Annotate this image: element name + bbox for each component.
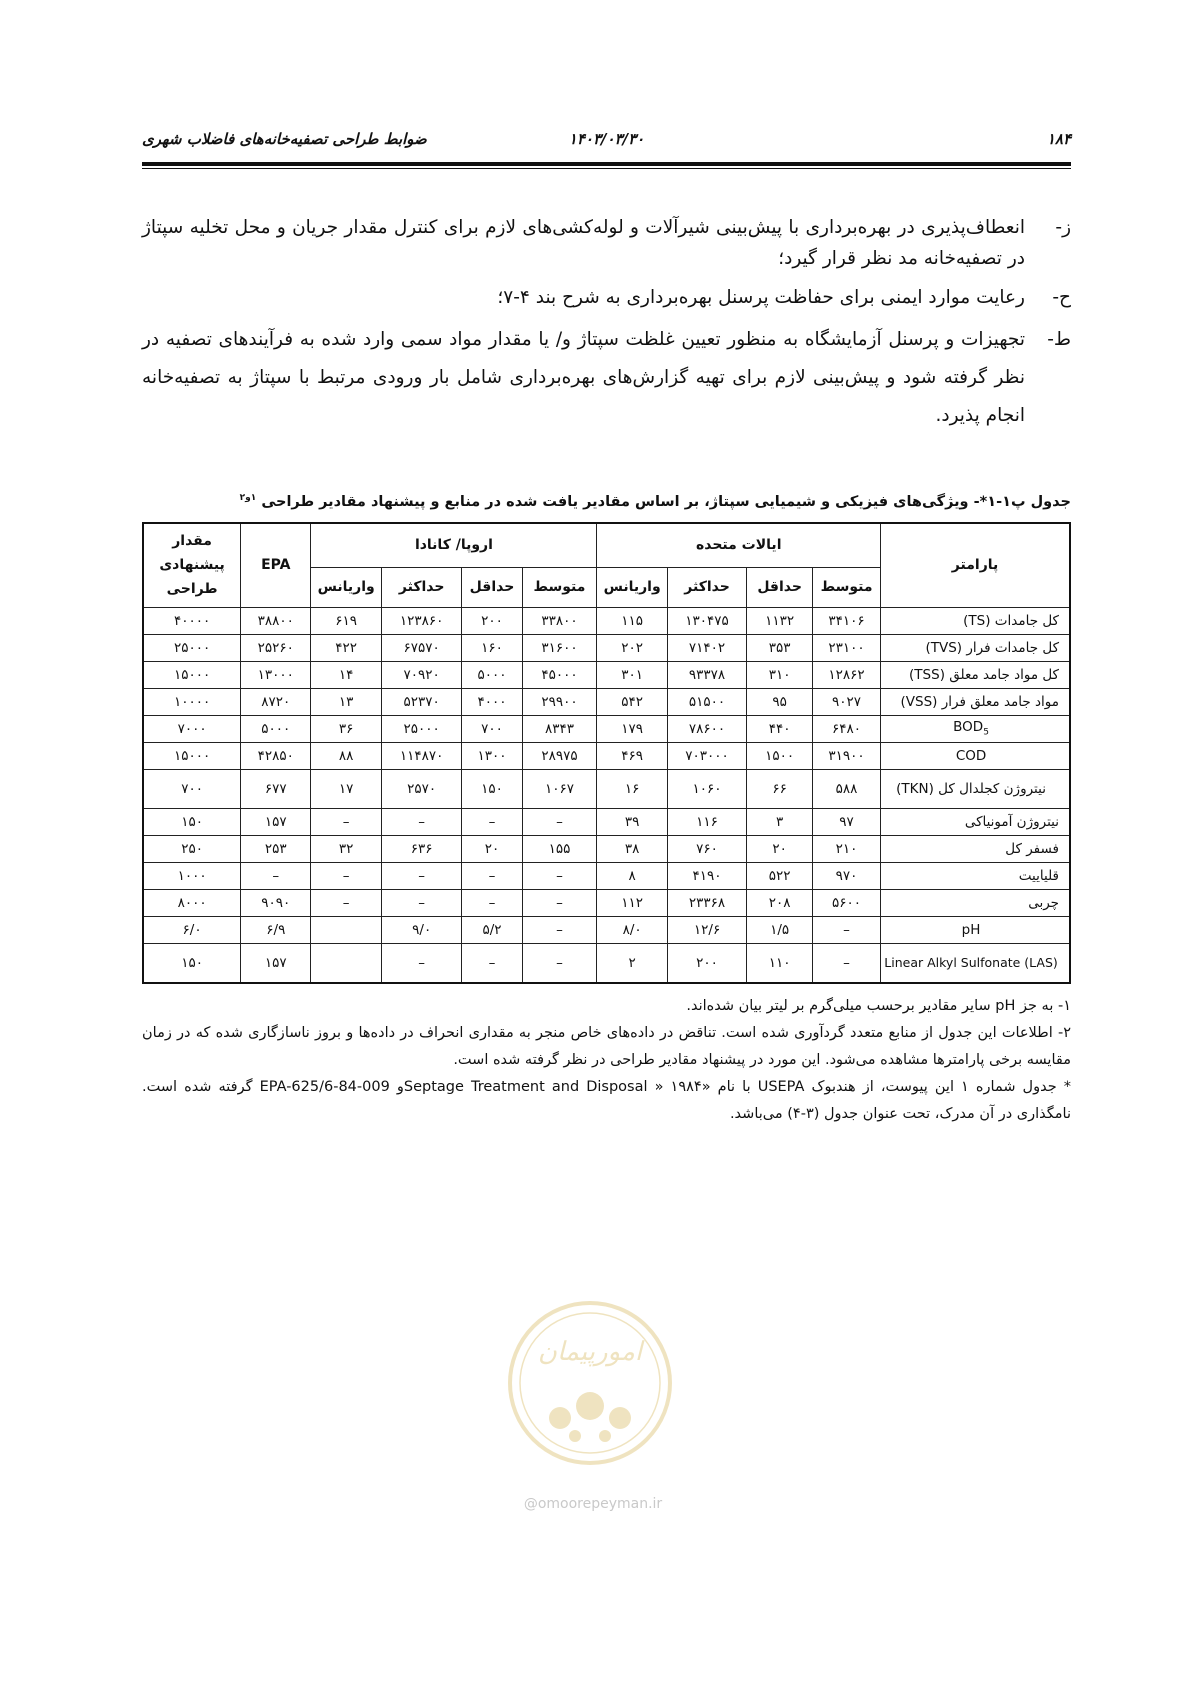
param-cell <box>881 634 1070 661</box>
value-cell: ۶۱۹ <box>311 607 381 634</box>
value-cell: ۲۵۷۰ <box>381 769 462 808</box>
value-cell: ۶۶ <box>747 769 813 808</box>
value-cell: ۲۳۱۰۰ <box>813 634 881 661</box>
value-cell: – <box>311 862 381 889</box>
value-cell: ۴۲۲ <box>311 634 381 661</box>
value-cell: ۵۲۳۷۰ <box>381 688 462 715</box>
value-cell: ۳۹ <box>597 808 667 835</box>
value-cell: ۱۱۰ <box>747 943 813 983</box>
value-cell: ۱۰۶۷ <box>522 769 597 808</box>
caption-text: جدول پ۱-۱*- ویژگی‌های فیزیکی و شیمیایی سپتاژ، بر اساس مقادیر یافت شده در منابع و پیشنهاد مقادیر طراحی <box>261 493 1071 510</box>
value-cell: ۵۰۰۰ <box>462 661 522 688</box>
param-label: فسفر کل <box>1005 840 1059 857</box>
footnote: * جدول شماره ۱ این پیوست، از هندبوک USEPA با نام «Septage Treatment and Disposal » ۱۹۸۴و EPA-625/6-84-009 گرفته شده است. نامگذاری در آن مدرک، تحت عنوان جدول (۳-۴) می‌باشد. <box>142 1079 1071 1122</box>
value-cell: ۲۵۲۶۰ <box>241 634 311 661</box>
table-row <box>143 607 1070 634</box>
param-label: چربی <box>1028 894 1059 911</box>
bod-subscript: 5 <box>983 727 989 738</box>
value-cell: ۶۷۷ <box>241 769 311 808</box>
value-cell: ۱۵۰۰ <box>747 742 813 769</box>
list-text: رعایت موارد ایمنی برای حفاظت پرسنل بهره‌برداری به شرح بند ۴-۷؛ <box>497 287 1025 308</box>
value-cell: ۲۹۹۰۰ <box>522 688 597 715</box>
value-cell: ۳۰۱ <box>597 661 667 688</box>
value-cell: ۱۰۰۰۰ <box>143 688 241 715</box>
value-cell: ۸۸ <box>311 742 381 769</box>
value-cell: ۹۰۲۷ <box>813 688 881 715</box>
value-cell <box>311 916 381 943</box>
param-label: مواد جامد معلق فرار (VSS) <box>900 693 1059 710</box>
value-cell: – <box>522 916 597 943</box>
value-cell: ۱۵۰ <box>143 808 241 835</box>
value-cell: ۷۰۰ <box>143 769 241 808</box>
table-row <box>143 943 1070 983</box>
list-marker: ط- <box>1047 329 1071 350</box>
value-cell: ۸۰۰۰ <box>143 889 241 916</box>
value-cell: ۱۲/۶ <box>667 916 746 943</box>
value-cell: ۹/۰ <box>381 916 462 943</box>
value-cell: ۴۶۹ <box>597 742 667 769</box>
value-cell: ۳۳۸۰۰ <box>522 607 597 634</box>
footnote: ۱- به جز pH سایر مقادیر برحسب میلی‌گرم بر لیتر بیان شده‌اند. <box>686 998 1071 1014</box>
table-body <box>143 607 1070 983</box>
value-cell: ۷۰۹۲۰ <box>381 661 462 688</box>
value-cell: ۱۱۳۲ <box>747 607 813 634</box>
value-cell: ۲۵۳ <box>241 835 311 862</box>
value-cell: ۲۰ <box>462 835 522 862</box>
footnotes <box>142 993 1071 1128</box>
value-cell: – <box>311 808 381 835</box>
value-cell: ۴۲۸۵۰ <box>241 742 311 769</box>
value-cell: – <box>462 889 522 916</box>
value-cell: ۱۰۰۰ <box>143 862 241 889</box>
list-marker: ح- <box>1052 287 1071 308</box>
value-cell: ۳ <box>747 808 813 835</box>
table-row <box>143 889 1070 916</box>
value-cell: ۱۵۵ <box>522 835 597 862</box>
table-row <box>143 715 1070 742</box>
value-cell: ۱۷۹ <box>597 715 667 742</box>
param-label: نیتروژن آمونیاکی <box>964 813 1059 830</box>
value-cell: ۸۳۴۳ <box>522 715 597 742</box>
param-label: COD <box>955 747 987 764</box>
value-cell: ۲۰۸ <box>747 889 813 916</box>
col-header-max: حداکثر <box>381 567 462 607</box>
value-cell: ۳۵۳ <box>747 634 813 661</box>
param-label: کل مواد جامد معلق (TSS) <box>909 666 1059 683</box>
param-cell <box>881 862 1070 889</box>
value-cell: ۹۰۹۰ <box>241 889 311 916</box>
value-cell: ۲۵۰ <box>143 835 241 862</box>
value-cell: – <box>813 916 881 943</box>
value-cell: – <box>381 889 462 916</box>
value-cell: ۳۶ <box>311 715 381 742</box>
value-cell: ۸/۰ <box>597 916 667 943</box>
param-cell <box>881 742 1070 769</box>
value-cell: ۴۰۰۰ <box>462 688 522 715</box>
table-caption <box>142 493 1071 510</box>
header-title: ضوابط طراحی تصفیه‌خانه‌های فاضلاب شهری <box>142 130 427 148</box>
param-cell <box>881 661 1070 688</box>
header-rule-thin <box>142 168 1071 169</box>
value-cell: ۸۷۲۰ <box>241 688 311 715</box>
value-cell: ۱۱۵ <box>597 607 667 634</box>
param-cell <box>881 916 1070 943</box>
value-cell: ۶/۹ <box>241 916 311 943</box>
value-cell: ۱۲۳۸۶۰ <box>381 607 462 634</box>
value-cell: ۱۵۷ <box>241 943 311 983</box>
param-cell <box>881 889 1070 916</box>
value-cell: ۱۶ <box>597 769 667 808</box>
value-cell: ۹۷ <box>813 808 881 835</box>
value-cell: ۱۴ <box>311 661 381 688</box>
value-cell: ۷۸۶۰۰ <box>667 715 746 742</box>
param-label: pH <box>961 921 981 938</box>
value-cell: – <box>462 862 522 889</box>
col-header-avg: متوسط <box>813 567 881 607</box>
table-row <box>143 862 1070 889</box>
value-cell: ۱۶۰ <box>462 634 522 661</box>
caption-footnote-ref: ۱و۲ <box>239 493 257 503</box>
value-cell: ۱۵۰ <box>143 943 241 983</box>
param-label: Linear Alkyl Sulfonate (LAS) <box>884 954 1058 970</box>
value-cell: ۲۰۰ <box>667 943 746 983</box>
value-cell: ۷۶۰ <box>667 835 746 862</box>
value-cell: ۵/۲ <box>462 916 522 943</box>
table-row <box>143 835 1070 862</box>
value-cell: ۴۱۹۰ <box>667 862 746 889</box>
value-cell: – <box>522 862 597 889</box>
table-row <box>143 808 1070 835</box>
value-cell: – <box>462 943 522 983</box>
param-label: قلیاییت <box>1018 867 1059 884</box>
param-label: کل جامدات (TS) <box>963 612 1059 629</box>
list-item <box>142 321 1071 435</box>
value-cell: ۲ <box>597 943 667 983</box>
list-text: تجهیزات و پرسنل آزمایشگاه به منظور تعیین غلظت سپتاژ و/ یا مقدار مواد سمی وارد شده به فرآیندهای تصفیه در نظر گرفته شود و پیش‌بینی لازم برای تهیه گزارش‌های بهره‌برداری شامل بار ورودی مرتبط با سپتاژ به تصفیه‌خانه انجام پذیرد. <box>142 329 1025 426</box>
value-cell: ۳۲ <box>311 835 381 862</box>
value-cell: ۹۷۰ <box>813 862 881 889</box>
param-cell <box>881 769 1070 808</box>
param-cell <box>881 835 1070 862</box>
col-header-min: حداقل <box>462 567 522 607</box>
list-item <box>142 212 1071 274</box>
value-cell: – <box>522 943 597 983</box>
param-label: کل جامدات فرار (TVS) <box>925 639 1059 656</box>
value-cell: – <box>311 889 381 916</box>
value-cell: ۵۸۸ <box>813 769 881 808</box>
value-cell: ۶۳۶ <box>381 835 462 862</box>
value-cell: ۱۵۰۰۰ <box>143 661 241 688</box>
value-cell: – <box>813 943 881 983</box>
value-cell: ۲۰۲ <box>597 634 667 661</box>
col-header-param: پارامتر <box>881 523 1070 607</box>
value-cell: ۶۴۸۰ <box>813 715 881 742</box>
value-cell: ۲۵۰۰۰ <box>143 634 241 661</box>
value-cell: ۲۸۹۷۵ <box>522 742 597 769</box>
param-cell <box>881 943 1070 983</box>
table-row <box>143 634 1070 661</box>
param-cell <box>881 808 1070 835</box>
param-label: نیتروژن کجلدال کل (TKN) <box>896 780 1046 797</box>
value-cell: ۹۵ <box>747 688 813 715</box>
value-cell: ۴۰۰۰۰ <box>143 607 241 634</box>
col-header-max: حداکثر <box>667 567 746 607</box>
header-rule-thick <box>142 162 1071 166</box>
list-item <box>142 282 1071 313</box>
value-cell: ۱۵۰۰۰ <box>143 742 241 769</box>
value-cell: ۲۵۰۰۰ <box>381 715 462 742</box>
value-cell: ۷۰۳۰۰۰ <box>667 742 746 769</box>
value-cell: – <box>522 889 597 916</box>
value-cell: ۷۰۰۰ <box>143 715 241 742</box>
table-row <box>143 661 1070 688</box>
value-cell: ۸ <box>597 862 667 889</box>
value-cell: ۳۱۶۰۰ <box>522 634 597 661</box>
value-cell: ۱۳ <box>311 688 381 715</box>
septage-table <box>142 522 1071 984</box>
value-cell: ۳۸۸۰۰ <box>241 607 311 634</box>
value-cell: ۱۱۲ <box>597 889 667 916</box>
value-cell: ۱۵۰ <box>462 769 522 808</box>
list-items <box>142 212 1071 451</box>
value-cell: ۱/۵ <box>747 916 813 943</box>
param-label: BOD <box>953 719 984 736</box>
page-header <box>142 128 1071 154</box>
param-cell <box>881 688 1070 715</box>
list-text: انعطاف‌پذیری در بهره‌برداری با پیش‌بینی شیرآلات و لوله‌کشی‌های لازم برای کنترل مقدار جریان و محل تخلیه سپتاژ در تصفیه‌خانه مد نظر قرار گیرد؛ <box>142 217 1025 269</box>
list-marker: ز- <box>1055 217 1071 238</box>
value-cell: ۷۱۴۰۲ <box>667 634 746 661</box>
value-cell: ۹۳۳۷۸ <box>667 661 746 688</box>
col-header-europe: اروپا/ کانادا <box>311 523 597 567</box>
value-cell: ۴۵۰۰۰ <box>522 661 597 688</box>
value-cell: ۲۰۰ <box>462 607 522 634</box>
value-cell: ۳۱۹۰۰ <box>813 742 881 769</box>
header-date: ۱۴۰۳/۰۳/۳۰ <box>568 130 645 148</box>
value-cell: ۶/۰ <box>143 916 241 943</box>
value-cell: ۵۱۵۰۰ <box>667 688 746 715</box>
param-cell <box>881 607 1070 634</box>
value-cell: ۵۴۲ <box>597 688 667 715</box>
col-header-epa: EPA <box>241 523 311 607</box>
value-cell: ۳۴۱۰۶ <box>813 607 881 634</box>
value-cell: ۲۳۳۶۸ <box>667 889 746 916</box>
value-cell: ۳۱۰ <box>747 661 813 688</box>
col-header-avg: متوسط <box>522 567 597 607</box>
col-header-var: واریانس <box>597 567 667 607</box>
value-cell: ۱۱۴۸۷۰ <box>381 742 462 769</box>
value-cell: ۱۷ <box>311 769 381 808</box>
value-cell: ۷۰۰ <box>462 715 522 742</box>
col-header-min: حداقل <box>747 567 813 607</box>
value-cell: ۵۰۰۰ <box>241 715 311 742</box>
value-cell: ۵۲۲ <box>747 862 813 889</box>
table-row <box>143 742 1070 769</box>
param-cell <box>881 715 1070 742</box>
value-cell: – <box>381 808 462 835</box>
value-cell: ۱۳۰۰ <box>462 742 522 769</box>
value-cell <box>311 943 381 983</box>
value-cell: ۱۰۶۰ <box>667 769 746 808</box>
value-cell: ۴۴۰ <box>747 715 813 742</box>
value-cell: ۲۱۰ <box>813 835 881 862</box>
table-row <box>143 916 1070 943</box>
value-cell: ۱۳۰۴۷۵ <box>667 607 746 634</box>
value-cell: ۲۰ <box>747 835 813 862</box>
watermark-logo <box>505 1298 675 1468</box>
value-cell: ۱۳۰۰۰ <box>241 661 311 688</box>
watermark-logo-text: امورپیمان <box>537 1337 643 1367</box>
table-row <box>143 769 1070 808</box>
value-cell: ۱۱۶ <box>667 808 746 835</box>
value-cell: – <box>462 808 522 835</box>
page-number: ۱۸۴ <box>1046 130 1071 148</box>
col-header-usa: ایالات متحده <box>597 523 881 567</box>
value-cell: – <box>241 862 311 889</box>
col-header-var: واریانس <box>311 567 381 607</box>
col-header-proposed: مقدار پیشنهادی طراحی <box>143 523 241 607</box>
value-cell: – <box>381 862 462 889</box>
table-row <box>143 688 1070 715</box>
footnote: ۲- اطلاعات این جدول از منابع متعدد گردآوری شده است. تناقض در داده‌های خاص منجر به مقداری انحراف در داده‌ها و بروز ناسازگاری شده که در زمان مقایسه برخی پارامترها مشاهده می‌شود. این مورد در پیشنهاد مقادیر طراحی در نظر گرفته شده است. <box>142 1025 1071 1068</box>
value-cell: ۱۵۷ <box>241 808 311 835</box>
watermark-url: @omoorepeyman.ir <box>523 1496 663 1512</box>
value-cell: ۶۷۵۷۰ <box>381 634 462 661</box>
value-cell: ۳۸ <box>597 835 667 862</box>
value-cell: ۱۲۸۶۲ <box>813 661 881 688</box>
value-cell: – <box>381 943 462 983</box>
value-cell: – <box>522 808 597 835</box>
value-cell: ۵۶۰۰ <box>813 889 881 916</box>
